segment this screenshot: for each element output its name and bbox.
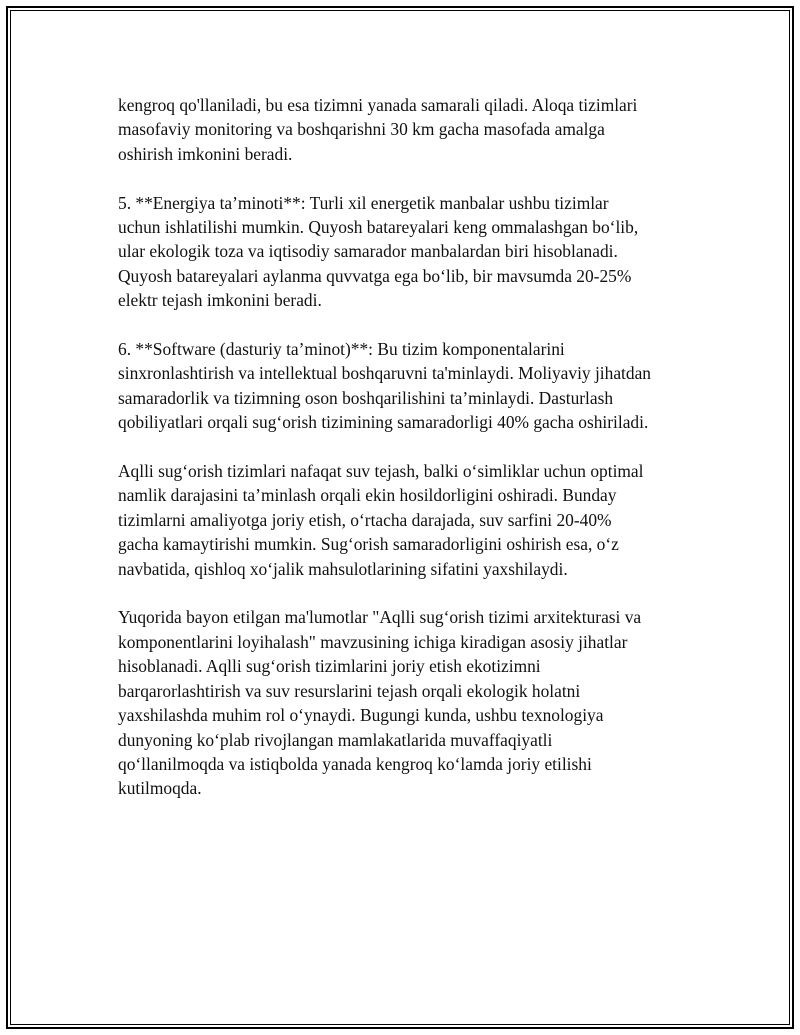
text-line: kutilmoqda. xyxy=(118,778,202,799)
text-line: gacha kamaytirishi mumkin. Sug‘orish samaradorligini oshirish esa, o‘z xyxy=(118,534,619,555)
text-line: Quyosh batareyalari aylanma quvvatga ega bo‘lib, bir mavsumda 20-25% xyxy=(118,265,632,286)
text-line: Yuqorida bayon etilgan ma'lumotlar "Aqlli sug‘orish tizimi arxitekturasi va xyxy=(118,607,642,628)
text-line: Aqlli sug‘orish tizimlari nafaqat suv tejash, balki o‘simliklar uchun optimal xyxy=(118,461,644,482)
text-line: sinxronlashtirish va intellektual boshqaruvni ta'minlaydi. Moliyaviy jihatdan xyxy=(118,363,651,384)
paragraph-conclusion xyxy=(118,605,708,800)
text-line: oshirish imkonini beradi. xyxy=(118,143,293,164)
text-line: uchun ishlatilishi mumkin. Quyosh batareyalari keng ommalashgan bo‘lib, xyxy=(118,217,639,238)
paragraph-benefits xyxy=(118,459,708,581)
text-line: barqarorlashtirish va suv resurslarini tejash orqali ekologik holatni xyxy=(118,680,581,701)
text-line: yaxshilashda muhim rol o‘ynaydi. Bugungi kunda, ushbu texnologiya xyxy=(118,705,604,726)
text-line: qobiliyatlari orqali sug‘orish tizimining samaradorligi 40% gacha oshiriladi. xyxy=(118,412,649,433)
document-body xyxy=(118,93,708,825)
text-line: namlik darajasini ta’minlash orqali ekin hosildorligini oshiradi. Bunday xyxy=(118,485,617,506)
paragraph-software xyxy=(118,337,708,435)
paragraph-energy-supply xyxy=(118,191,708,313)
paragraph-communication-continued xyxy=(118,93,708,166)
text-line: 5. **Energiya ta’minoti**: Turli xil energetik manbalar ushbu tizimlar xyxy=(118,192,609,213)
text-line: samaradorlik va tizimning oson boshqarilishini ta’minlaydi. Dasturlash xyxy=(118,387,614,408)
text-line: tizimlarni amaliyotga joriy etish, o‘rtacha darajada, suv sarfini 20-40% xyxy=(118,509,612,530)
text-line: qo‘llanilmoqda va istiqbolda yanada kengroq ko‘lamda joriy etilishi xyxy=(118,753,592,774)
text-line: ular ekologik toza va iqtisodiy samarador manbalardan biri hisoblanadi. xyxy=(118,241,618,262)
text-line: kengroq qo'llaniladi, bu esa tizimni yanada samarali qiladi. Aloqa tizimlari xyxy=(118,95,638,115)
text-line: 6. **Software (dasturiy ta’minot)**: Bu tizim komponentalarini xyxy=(118,339,565,360)
text-line: komponentlarini loyihalash" mavzusining ichiga kiradigan asosiy jihatlar xyxy=(118,631,628,652)
text-line: navbatida, qishloq xo‘jalik mahsulotlarining sifatini yaxshilaydi. xyxy=(118,558,568,579)
text-line: masofaviy monitoring va boshqarishni 30 km gacha masofada amalga xyxy=(118,119,605,140)
text-line: elektr tejash imkonini beradi. xyxy=(118,290,322,311)
text-line: dunyoning ko‘plab rivojlangan mamlakatlarida muvaffaqiyatli xyxy=(118,729,553,750)
text-line: hisoblanadi. Aqlli sug‘orish tizimlarini joriy etish ekotizimni xyxy=(118,656,541,677)
